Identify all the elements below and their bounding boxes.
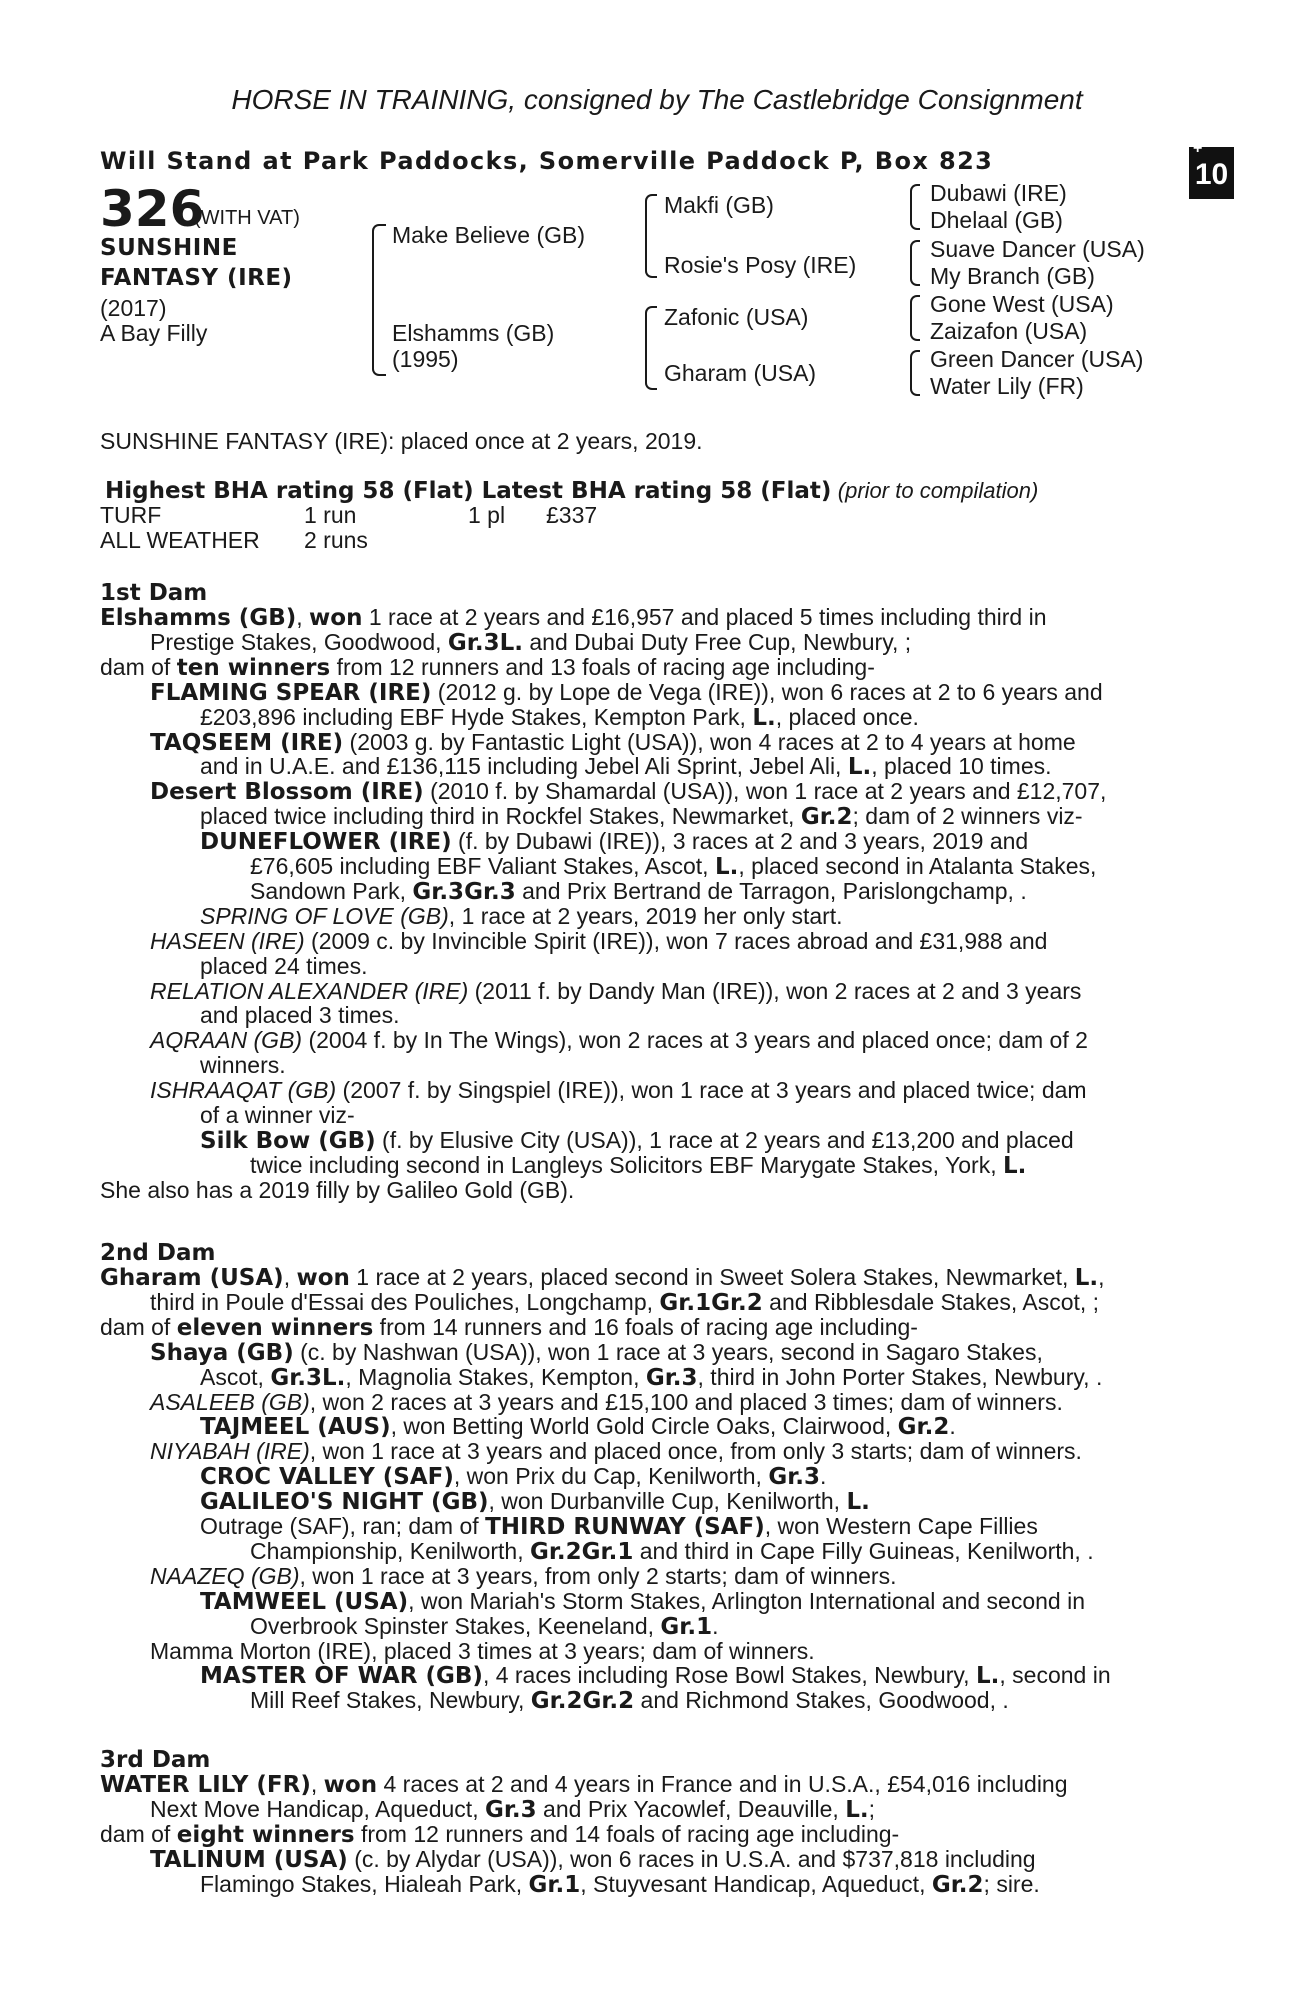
pedigree-line [150, 1028, 1088, 1053]
text: (2007 f. by Singspiel (IRE)), won 1 race at 3 years and placed twice; dam [336, 1077, 1087, 1104]
pedigree-line [200, 904, 843, 929]
aw-runs: 2 runs [304, 527, 368, 553]
text: . [1095, 1363, 1103, 1390]
bold-name: MASTER OF WAR (GB) [200, 1663, 483, 1690]
turf-label: TURF [100, 502, 162, 528]
pedigree-line [200, 1514, 1038, 1540]
third-dam-line [150, 1797, 875, 1823]
bold-text: L. [714, 854, 739, 880]
stand-location: Will Stand at Park Paddocks, Somerville Paddock P, Box 823 [100, 147, 994, 175]
text: (c. by Alydar (USA)), won 6 races in U.S.A. and $737,818 including [347, 1846, 1036, 1872]
bold-text: L. [1074, 1265, 1099, 1291]
text: and in U.A.E. and £136,115 including Jebel Ali Sprint, Jebel Ali, [200, 753, 848, 780]
pedigree-line [200, 804, 1083, 830]
pedigree-line [150, 1439, 1082, 1464]
italic-name: RELATION ALEXANDER (IRE) [150, 977, 469, 1004]
pedigree-dam-dam: Gharam (USA) [664, 360, 817, 386]
pedigree-line [150, 1340, 1043, 1366]
text: She also has a 2019 filly by Galileo Gold (GB). [100, 1176, 575, 1203]
bold-name: Silk Bow (GB) [200, 1127, 376, 1154]
bold-name: GALILEO'S NIGHT (GB) [200, 1489, 489, 1516]
pedigree-line [100, 1315, 918, 1341]
pedigree-line [150, 1078, 1087, 1103]
text: ; sire. [983, 1871, 1040, 1897]
pedigree-line [200, 1128, 1074, 1154]
text: , 1 race at 2 years, 2019 her only start. [448, 902, 843, 929]
bold-text: L. [846, 1489, 870, 1516]
horse-name-line2: FANTASY (IRE) [100, 265, 293, 291]
bold-text: L. [499, 629, 523, 656]
text: ; dam of 2 winners viz- [852, 803, 1083, 830]
third-dam-line [100, 1822, 899, 1848]
text: £203,896 including EBF Hyde Stakes, Kempton Park, [200, 703, 753, 730]
text: Flamingo Stakes, Hialeah Park, [200, 1871, 529, 1897]
bold-text: Gr.2 [800, 804, 853, 831]
text: and Prix Yacowlef, Deauville, [536, 1796, 846, 1822]
bold-text: Gr.2 [582, 1688, 635, 1715]
text: of a winner viz- [200, 1102, 355, 1128]
pedigree-sire-sire: Makfi (GB) [664, 192, 774, 218]
bold-text: Gr.1 [660, 1613, 713, 1640]
pedigree-sds: Suave Dancer (USA) [930, 236, 1145, 262]
bold-text: L. [322, 1364, 346, 1391]
page-header: HORSE IN TRAINING, consigned by The Castlebridge Consignment [231, 84, 1083, 115]
text: . [949, 1413, 956, 1440]
text: Mamma Morton (IRE), placed 3 times at 3 years; dam of winners. [150, 1637, 815, 1664]
dam-name: WATER LILY (FR) [100, 1772, 311, 1798]
winners-count: eight winners [176, 1822, 355, 1848]
text: Sandown Park, [250, 877, 413, 904]
bold-text: Gr.3 [768, 1464, 821, 1491]
pedigree-line [150, 979, 1081, 1004]
text: Prestige Stakes, Goodwood, [150, 628, 448, 655]
bold-text: Gr.1 [659, 1289, 712, 1316]
text: , won 1 race at 3 years, from only 2 starts; dam of winners. [299, 1562, 897, 1589]
bold-name: TAMWEEL (USA) [200, 1588, 409, 1615]
text: dam of [100, 653, 177, 680]
text: , won Mariah's Storm Stakes, Arlington International and second in [408, 1587, 1085, 1614]
third-dam-line [100, 1772, 1068, 1798]
text: , won 2 races at 3 years and £15,100 and placed 3 times; dam of winners. [309, 1388, 1063, 1415]
text: . [1002, 1687, 1009, 1714]
second-dam-heading: 2nd Dam [100, 1240, 216, 1266]
bold-text: Gr.3 [412, 878, 465, 905]
text: , Stuyvesant Handicap, Aqueduct, [580, 1871, 932, 1897]
text: placed twice including third in Rockfel Stakes, Newmarket, [200, 803, 801, 830]
pedigree-line [100, 605, 1047, 631]
pedigree-line [200, 1589, 1085, 1615]
pedigree-line [150, 1639, 815, 1664]
pedigree-line [250, 1614, 718, 1640]
pedigree-line [150, 1390, 1063, 1415]
text: , [283, 1264, 297, 1290]
text: (2003 g. by Fantastic Light (USA)), won 4 races at 2 to 4 years at home [343, 728, 1076, 755]
italic-name: SPRING OF LOVE (GB) [200, 902, 449, 929]
text: £76,605 including EBF Valiant Stakes, Ascot, [250, 853, 715, 879]
badge-number: 10 [1194, 158, 1229, 191]
pedigree-line [200, 1365, 1102, 1391]
pedigree-line [150, 929, 1047, 954]
text: , [310, 1771, 324, 1797]
pedigree-line [250, 1688, 1009, 1714]
pedigree-dds: Green Dancer (USA) [930, 346, 1144, 372]
pedigree-line [150, 630, 911, 656]
text: 4 races at 2 and 4 years in France and in U.S.A., £54,016 including [377, 1771, 1068, 1797]
bold-name: FLAMING SPEAR (IRE) [150, 679, 432, 706]
brace-g2 [910, 240, 920, 286]
bold-text: won [296, 1265, 350, 1291]
text: Championship, Kenilworth, [250, 1537, 530, 1564]
text: from 14 runners and 16 foals of racing age including- [373, 1313, 918, 1340]
pedigree-line [200, 1053, 286, 1078]
bha-rating [105, 477, 1038, 504]
text: (2010 f. by Shamardal (USA)), won 1 race at 2 years and £12,707, [423, 778, 1107, 805]
pedigree-dam: Elshamms (GB) [392, 320, 555, 346]
pedigree-ddd: Water Lily (FR) [930, 373, 1084, 399]
text: placed 24 times. [200, 952, 368, 979]
text: . [820, 1463, 827, 1490]
third-dam-line [150, 1847, 1036, 1873]
text: , won Western Cape Fillies [764, 1513, 1038, 1539]
text: ; [868, 1796, 875, 1822]
bold-text: eleven winners [176, 1314, 374, 1341]
pedigree-line [200, 1414, 956, 1440]
text: (2009 c. by Invincible Spirit (IRE)), won 7 races abroad and £31,988 and [304, 927, 1048, 954]
pedigree-line [250, 1539, 1094, 1565]
rating-text: Highest BHA rating 58 (Flat) Latest BHA rating 58 (Flat) [105, 478, 832, 504]
third-dam-line [200, 1872, 1040, 1898]
text: . [712, 1612, 719, 1639]
text: 1 race at 2 years and £16,957 and placed 5 times including third in [362, 604, 1047, 630]
third-dam-heading: 3rd Dam [100, 1747, 211, 1773]
pedigree-sire-dam: Rosie's Posy (IRE) [664, 252, 857, 278]
pedigree-ssd: Dhelaal (GB) [930, 207, 1063, 233]
text: winners. [200, 1052, 286, 1079]
brace-g1 [910, 184, 920, 230]
progeny-name: TALINUM (USA) [150, 1847, 348, 1873]
text: . [1020, 877, 1027, 904]
pedigree-line [150, 1290, 1099, 1316]
bold-text: Gr.3 [645, 1364, 698, 1391]
pedigree-dam-year: (1995) [392, 346, 459, 372]
bold-text: Gr.2 [530, 1688, 583, 1715]
aw-label: ALL WEATHER [100, 527, 260, 553]
text: , second in [999, 1662, 1111, 1689]
pedigree-line [100, 1178, 574, 1203]
pedigree-dam-sire: Zafonic (USA) [664, 304, 809, 330]
text: , won Betting World Gold Circle Oaks, Clairwood, [390, 1413, 898, 1440]
text: (c. by Nashwan (USA)), won 1 race at 3 years, second in Sagaro Stakes, [293, 1338, 1043, 1365]
lot-badge [1189, 140, 1234, 199]
pedigree-line [200, 1489, 870, 1515]
text: (f. by Elusive City (USA)), 1 race at 2 years and £13,200 and placed [375, 1126, 1074, 1153]
turf-placings: 1 pl [468, 502, 506, 528]
text: , third in John Porter Stakes, Newbury, [697, 1363, 1096, 1390]
text: (f. by Dubawi (IRE)), 3 races at 2 and 3 years, 2019 and [451, 828, 1029, 855]
text: and Prix Bertrand de Tarragon, Parislongchamp, [515, 877, 1021, 904]
vat-label: (WITH VAT) [194, 207, 300, 229]
text: 1 race at 2 years, placed second in Sweet Solera Stakes, Newmarket, [349, 1264, 1075, 1290]
bold-text: L. [847, 754, 872, 781]
pedigree-line [250, 1153, 1026, 1179]
text: and placed 3 times. [200, 1002, 400, 1029]
bold-name: Desert Blossom (IRE) [150, 779, 424, 806]
bold-text: Gr.1 [581, 1538, 634, 1565]
italic-name: ASALEEB (GB) [150, 1388, 310, 1415]
pedigree-line [150, 730, 1076, 756]
bold-name: CROC VALLEY (SAF) [200, 1464, 454, 1491]
pedigree-line [150, 779, 1106, 805]
bold-text: L. [1003, 1152, 1027, 1179]
pedigree-line [200, 954, 367, 979]
bold-text: won [309, 605, 363, 631]
text: and Dubai Duty Free Cup, Newbury, [522, 628, 905, 655]
bold-name: Gharam (USA) [100, 1265, 284, 1291]
pedigree-sire: Make Believe (GB) [392, 222, 586, 248]
text: . [1087, 1537, 1094, 1564]
plus-icon: + [1193, 140, 1203, 157]
pedigree-line [200, 829, 1028, 855]
italic-name: AQRAAN (GB) [150, 1027, 303, 1054]
bold-name: TAJMEEL (AUS) [200, 1414, 391, 1441]
rating-note: (prior to compilation) [837, 478, 1039, 503]
bold-text: Gr.2 [529, 1538, 582, 1565]
dam-line-brace [645, 306, 657, 390]
text: Overbrook Spinster Stakes, Keeneland, [250, 1612, 661, 1639]
italic-name: ISHRAAQAT (GB) [150, 1077, 337, 1104]
pedigree-dsd: Zaizafon (USA) [930, 318, 1088, 344]
bold-text: L. [752, 704, 776, 731]
grade: L. [845, 1797, 869, 1823]
race-summary: SUNSHINE FANTASY (IRE): placed once at 2 years, 2019. [100, 428, 703, 454]
horse-year: (2017) [100, 295, 167, 321]
text: third in Poule d'Essai des Pouliches, Longchamp, [150, 1288, 660, 1315]
italic-name: NIYABAH (IRE) [150, 1438, 310, 1465]
text: (2004 f. by In The Wings), won 2 races at 3 years and placed once; dam of 2 [302, 1027, 1088, 1054]
bold-text: Gr.2 [711, 1289, 763, 1316]
bold-text: L. [975, 1663, 1000, 1690]
turf-runs: 1 run [304, 502, 357, 528]
won-label: won [323, 1772, 378, 1798]
text: ; [1092, 1288, 1100, 1315]
pedigree-line [100, 655, 875, 681]
bold-text: Gr.3 [447, 629, 500, 656]
pedigree-dss: Gone West (USA) [930, 291, 1114, 317]
text: and Ribblesdale Stakes, Ascot, [762, 1288, 1093, 1315]
pedigree-line [100, 1265, 1105, 1291]
bold-text: THIRD RUNWAY (SAF) [485, 1514, 765, 1540]
first-dam-heading: 1st Dam [100, 580, 208, 606]
horse-description: A Bay Filly [100, 320, 208, 346]
text: and Richmond Stakes, Goodwood, [634, 1687, 1003, 1714]
bold-text: Gr.3 [270, 1364, 322, 1391]
text: , won Prix du Cap, Kenilworth, [453, 1463, 769, 1490]
brace-g3 [910, 295, 920, 341]
text: , 4 races including Rose Bowl Stakes, Newbury, [482, 1662, 976, 1689]
text: , won Durbanville Cup, Kenilworth, [488, 1488, 847, 1515]
text: (2012 g. by Lope de Vega (IRE)), won 6 races at 2 to 6 years and [431, 678, 1103, 705]
bold-text: Gr.3 [464, 878, 516, 905]
text: Next Move Handicap, Aqueduct, [150, 1796, 485, 1822]
brace-g4 [910, 350, 920, 396]
grade: Gr.1 [528, 1872, 581, 1898]
pedigree-sdd: My Branch (GB) [930, 263, 1095, 289]
text: , placed second in Atalanta Stakes, [738, 853, 1097, 879]
text: Outrage (SAF), ran; dam of [200, 1513, 486, 1539]
pedigree-line [250, 854, 1096, 880]
pedigree-line [200, 705, 919, 731]
text: , placed 10 times. [871, 753, 1052, 780]
pedigree-line [150, 680, 1103, 706]
bold-text: ten winners [176, 654, 331, 681]
bold-name: DUNEFLOWER (IRE) [200, 829, 452, 856]
horse-name-line1: SUNSHINE [100, 235, 238, 261]
text: dam of [100, 1313, 177, 1340]
text: Mill Reef Stakes, Newbury, [250, 1687, 531, 1714]
text: from 12 runners and 14 foals of racing age including- [354, 1821, 900, 1847]
pedigree-line [200, 1464, 826, 1490]
text: ; [904, 628, 912, 655]
pedigree-line [250, 879, 1027, 905]
text: from 12 runners and 13 foals of racing age including- [330, 653, 875, 680]
text: , Magnolia Stakes, Kempton, [345, 1363, 646, 1390]
pedigree-line [200, 1103, 355, 1128]
turf-earnings: £337 [546, 502, 598, 528]
text: Ascot, [200, 1363, 271, 1390]
pedigree-line [200, 1663, 1111, 1689]
pedigree-line [200, 754, 1052, 780]
grade: Gr.2 [931, 1872, 984, 1898]
lot-number: 326 [100, 180, 205, 238]
text: (2011 f. by Dandy Man (IRE)), won 2 races at 2 and 3 years [468, 977, 1082, 1004]
grade: Gr.3 [484, 1797, 537, 1823]
pedigree-sss: Dubawi (IRE) [930, 180, 1067, 206]
text: , placed once. [775, 703, 919, 730]
text: and third in Cape Filly Guineas, Kenilworth, [633, 1537, 1088, 1564]
text: twice including second in Langleys Solicitors EBF Marygate Stakes, York, [250, 1151, 1003, 1178]
bold-name: Shaya (GB) [150, 1339, 294, 1366]
pedigree-line [200, 1003, 399, 1028]
bold-name: TAQSEEM (IRE) [150, 729, 344, 756]
text: , [1098, 1264, 1105, 1290]
italic-name: HASEEN (IRE) [150, 927, 305, 954]
sire-line-brace [645, 194, 657, 278]
italic-name: NAAZEQ (GB) [150, 1562, 300, 1589]
text: , won 1 race at 3 years and placed once, from only 3 starts; dam of winners. [309, 1438, 1082, 1465]
bold-text: Gr.2 [897, 1414, 950, 1441]
pedigree-line [150, 1564, 896, 1589]
bold-name: Elshamms (GB) [100, 605, 297, 631]
text: dam of [100, 1821, 177, 1847]
text: , [296, 604, 310, 630]
sire-dam-brace [372, 224, 386, 376]
